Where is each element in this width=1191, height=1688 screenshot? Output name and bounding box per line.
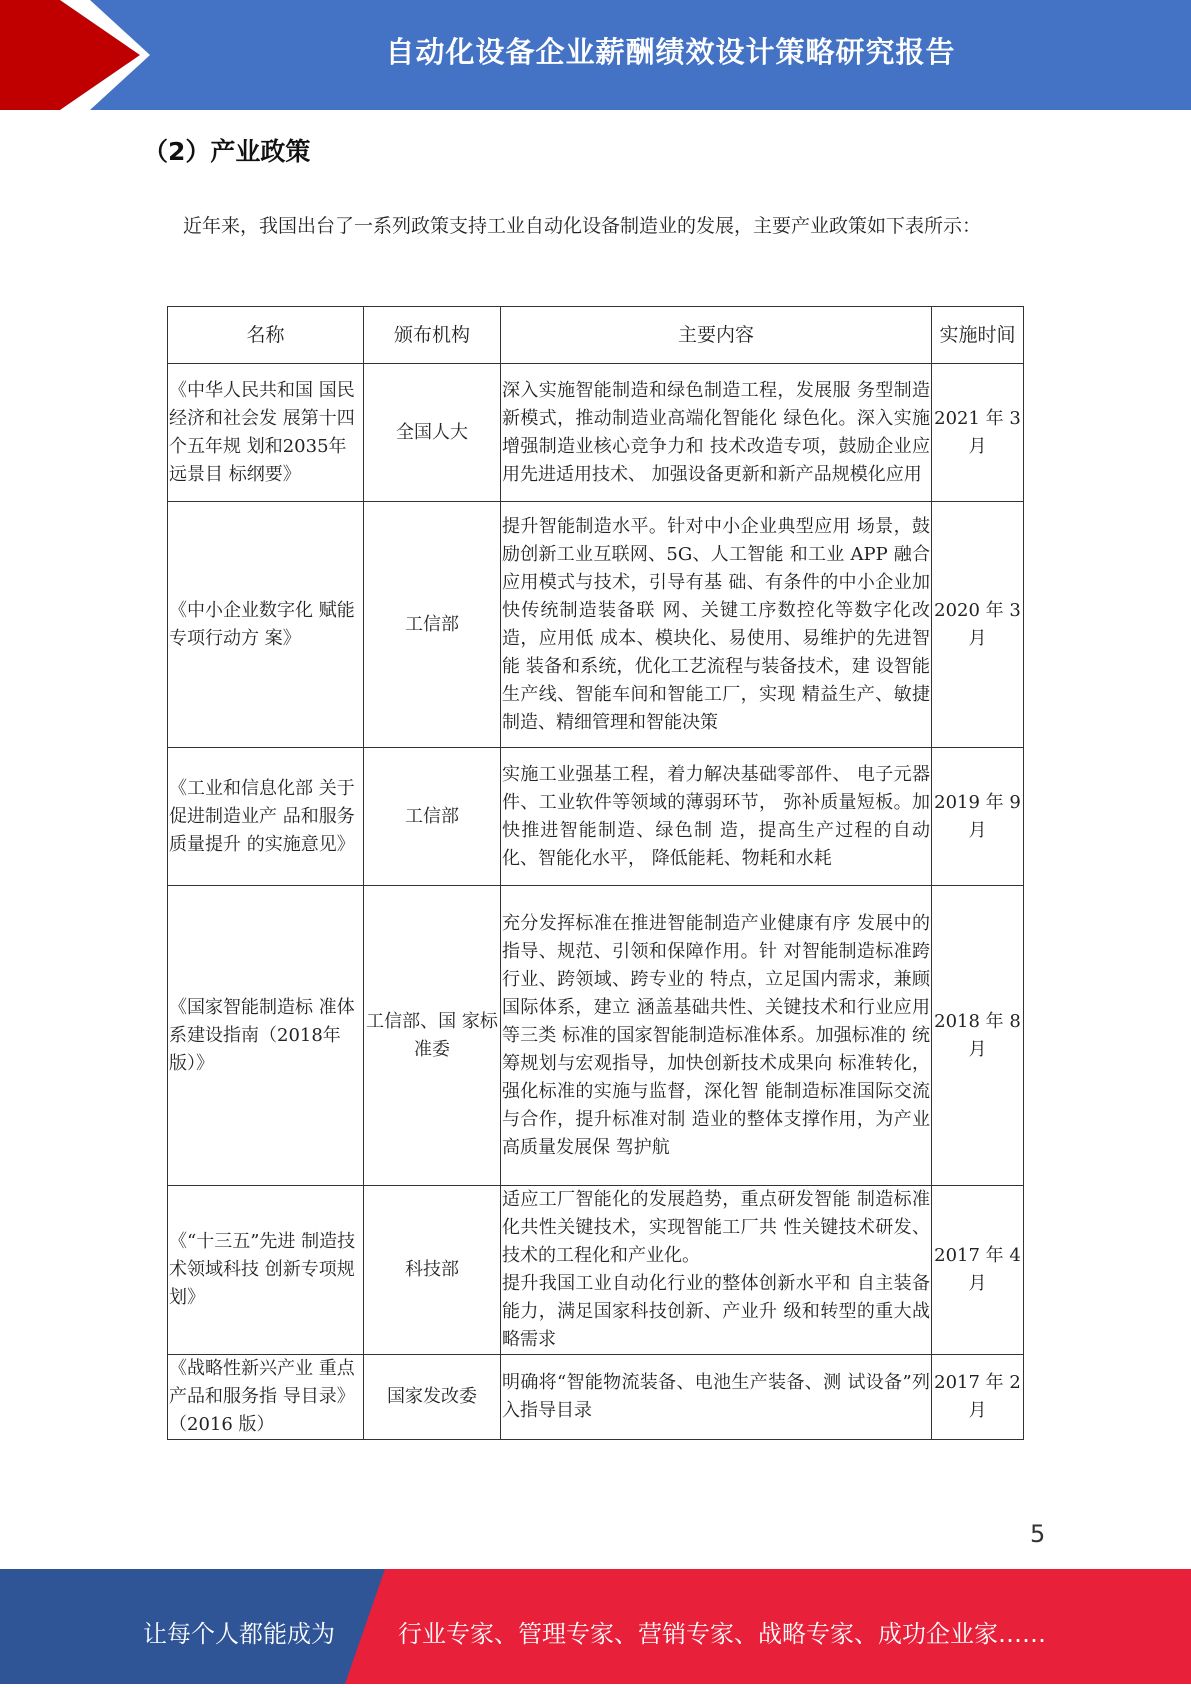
policy-content: 适应工厂智能化的发展趋势，重点研发智能 制造标准化共性关键技术，实现智能工厂共 性关键技术研发、技术的工程化和产业化。 提升我国工业自动化行业的整体创新水平和 自主装备能力，满足国家科技创新、产业升 级和转型的重大战略需求 [501, 1186, 932, 1355]
table-row [168, 748, 1024, 886]
section-heading: （2）产业政策 [143, 137, 311, 166]
table-row [168, 886, 1024, 1186]
column-header-name: 名称 [168, 307, 364, 364]
policy-content: 实施工业强基工程，着力解决基础零部件、 电子元器件、工业软件等领域的薄弱环节， 弥补质量短板。加快推进智能制造、绿色制 造，提高生产过程的自动化、智能化水平， 降低能耗、物耗和水耗 [501, 748, 932, 886]
policy-content: 深入实施智能制造和绿色制造工程，发展服 务型制造新模式，推动制造业高端化智能化 绿色化。深入实施增强制造业核心竞争力和 技术改造专项，鼓励企业应用先进适用技术、 加强设备更新和新产品规模化应用 [501, 364, 932, 502]
policy-org: 全国人大 [364, 364, 501, 502]
policy-content: 充分发挥标准在推进智能制造产业健康有序 发展中的指导、规范、引领和保障作用。针 对智能制造标准跨行业、跨领域、跨专业的 特点，立足国内需求，兼顾国际体系，建立 涵盖基础共性、关键技术和行业应用等三类 标准的国家智能制造标准体系。加强标准的 统筹规划与宏观指导，加快创新技术成果向 标准转化，强化标准的实施与监督，深化智 能制造标准国际交流与合作，提升标准对制 造业的整体支撑作用，为产业高质量发展保 驾护航 [501, 886, 932, 1186]
column-header-org: 颁布机构 [364, 307, 501, 364]
policy-org: 工信部 [364, 502, 501, 748]
column-header-time: 实施时间 [932, 307, 1024, 364]
policy-time: 2021 年 3月 [932, 364, 1024, 502]
footer-slogan-left: 让每个人都能成为 [143, 1620, 335, 1648]
table-row [168, 1355, 1024, 1440]
policy-name: 《工业和信息化部 关于促进制造业产 品和服务质量提升 的实施意见》 [168, 748, 364, 886]
policy-org: 科技部 [364, 1186, 501, 1355]
column-header-content: 主要内容 [501, 307, 932, 364]
policy-org: 工信部 [364, 748, 501, 886]
policy-name: 《国家智能制造标 准体系建设指南（2018年版）》 [168, 886, 364, 1186]
intro-paragraph: 近年来，我国出台了一系列政策支持工业自动化设备制造业的发展，主要产业政策如下表所示： [183, 215, 982, 237]
page-number: 5 [1030, 1520, 1046, 1548]
report-title: 自动化设备企业薪酬绩效设计策略研究报告 [385, 34, 956, 69]
policy-name: 《中华人民共和国 国民经济和社会发 展第十四个五年规 划和2035年远景目 标纲要》 [168, 364, 364, 502]
table-header-row [168, 307, 1024, 364]
policy-time: 2019 年 9月 [932, 748, 1024, 886]
policy-time: 2020 年 3月 [932, 502, 1024, 748]
table-row [168, 502, 1024, 748]
policy-org: 工信部、国 家标准委 [364, 886, 501, 1186]
policy-table [167, 306, 1024, 1440]
policy-org: 国家发改委 [364, 1355, 501, 1440]
policy-time: 2017 年 4月 [932, 1186, 1024, 1355]
policy-time: 2017 年 2月 [932, 1355, 1024, 1440]
policy-content: 提升智能制造水平。针对中小企业典型应用 场景，鼓励创新工业互联网、5G、人工智能 和工业 APP 融合应用模式与技术，引导有基 础、有条件的中小企业加快传统制造装备联 网、关键工序数控化等数字化改造，应用低 成本、模块化、易使用、易维护的先进智能 装备和系统，优化工艺流程与装备技术，建 设智能生产线、智能车间和智能工厂，实现 精益生产、敏捷制造、精细管理和智能决策 [501, 502, 932, 748]
policy-time: 2018 年 8月 [932, 886, 1024, 1186]
table-row [168, 364, 1024, 502]
policy-name: 《战略性新兴产业 重点产品和服务指 导目录》（2016 版） [168, 1355, 364, 1440]
page-header [0, 0, 1191, 110]
footer-slogan-right: 行业专家、管理专家、营销专家、战略专家、成功企业家…… [398, 1620, 1046, 1648]
policy-name: 《中小企业数字化 赋能专项行动方 案》 [168, 502, 364, 748]
table-row [168, 1186, 1024, 1355]
policy-content: 明确将“智能物流装备、电池生产装备、测 试设备”列入指导目录 [501, 1355, 932, 1440]
policy-name: 《“十三五”先进 制造技术领域科技 创新专项规划》 [168, 1186, 364, 1355]
